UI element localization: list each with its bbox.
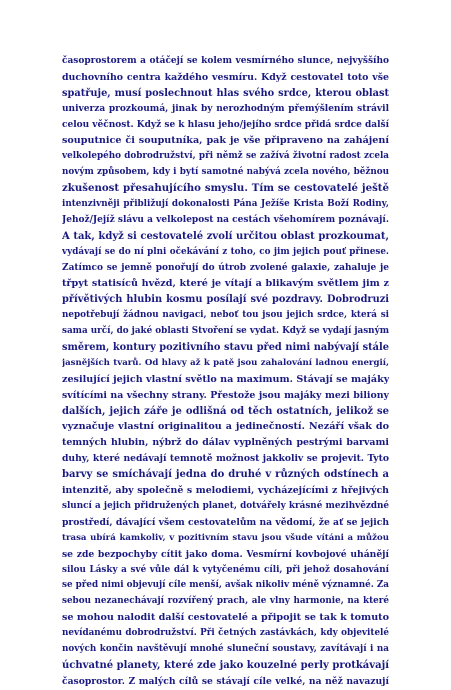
- text-line: se zde bezpochyby cítit jako doma. Vesmírní kovbojové uhánějí: [62, 548, 389, 560]
- text-line: vyznačuje vlastní originalitou a jedinečností. Nezáří však do: [62, 421, 389, 433]
- text-line: svítícími na všechny strany. Přestože jsou majáky mezi biliony: [62, 389, 389, 401]
- text-line: nových končin navštěvují mnohé sluneční soustavy, zavítávají i na: [62, 643, 389, 654]
- text-line: směrem, kontury pozitivního stavu před nimi nabývají stále: [62, 342, 389, 354]
- text-line: třpyt statisíců hvězd, které je vítají a blikavým světlem jim z: [62, 278, 389, 290]
- text-line: nevídanému dobrodružství. Při četných zastávkách, kdy objevitelé: [62, 628, 389, 639]
- text-line: úchvatné planety, které zde jako kouzelné perly protkávají: [62, 659, 389, 671]
- text-line: nepotřebují žádnou navigaci, neboť tou jsou jejich srdce, která si: [62, 310, 389, 321]
- text-line: celou věčnost. Když se k hlasu jeho/jejího srdce přidá srdce další: [62, 119, 389, 130]
- text-line: časoprostor. Z malých cílů se stávají cíle velké, na něž navazují: [62, 675, 389, 687]
- text-line: zkušenost přesahujícího smyslu. Tím se cestovatelé ještě: [62, 182, 389, 195]
- text-line: univerza prozkoumá, jinak by nerozhodným přemýšlením strávil: [62, 103, 389, 114]
- text-line: Jehož/Jejíž slávu a velkolepost na cestách všehomírem poznávají.: [62, 214, 389, 225]
- text-line: silou Lásky a své vůle dál k vytyčenému cíli, při jehož dosahování: [62, 564, 389, 575]
- text-line: časoprostorem a otáčejí se kolem vesmírného slunce, nejvyššího: [62, 56, 389, 66]
- text-line: Zatímco se jemně ponořují do útrob zvolené galaxie, zahaluje je: [62, 262, 389, 273]
- text-line: přívětivých hlubin kosmu posílají své pozdravy. Dobrodruzi: [62, 294, 389, 306]
- text-line: se před nimi objevují cíle menší, avšak nikoliv méně významné. Za: [62, 580, 389, 591]
- text-line: novým způsobem, kdy i bytí samotné nabývá zcela nového, běžnou: [62, 167, 389, 178]
- text-line: duchovního centra každého vesmíru. Když cestovatel toto vše: [62, 71, 389, 83]
- text-line: sebou nezanechávají rozvířený prach, ale vlny harmonie, na které: [62, 596, 389, 607]
- text-line: prostředí, dávající všem cestovatelům na vědomí, že ať se jejich: [62, 516, 389, 528]
- text-line: dalších, jejich záře je odlišná od těch ostatních, jelikož se: [62, 405, 389, 417]
- text-line: sama určí, do jaké oblasti Stvoření se vydat. Když se vydají jasným: [62, 326, 389, 337]
- text-line: velkolepého dobrodružství, při němž se zažívá životní radost zcela: [62, 151, 389, 162]
- text-line: jasnějších tvarů. Od hlavy až k patě jsou zahalování ladnou energií,: [62, 357, 389, 368]
- body-text: [62, 54, 389, 690]
- text-line: A tak, když si cestovatelé zvolí určitou oblast prozkoumat,: [62, 230, 389, 242]
- text-line: souputnice či souputníka, pak je vše připraveno na zahájení: [62, 135, 389, 147]
- text-line: intenzivněji přibližují dokonalosti Pána Ježíše Krista Boží Rodiny,: [62, 199, 389, 210]
- text-line: barvy se smíchávají jedna do druhé v různých odstínech a: [62, 469, 389, 481]
- text-line: intenzitě, aby společně s melodiemi, vycházejícími z hřejivých: [62, 485, 389, 497]
- text-line: se mohou nalodit další cestovatelé a připojit se tak k tomuto: [62, 612, 389, 624]
- text-line: trasa ubírá kamkoliv, v pozitivním stavu jsou všude vítáni a můžou: [62, 532, 389, 543]
- text-line: zesilující jejich vlastní světlo na maximum. Stávají se majáky: [62, 373, 389, 385]
- text-line: duhy, které nedávají temnotě možnost jakkoliv se projevit. Tyto: [62, 453, 389, 465]
- text-line: temných hlubin, nýbrž do dálav vyplněných pestrými barvami: [62, 437, 389, 449]
- text-line: vydávají se do ní plni očekávání z toho, co jim jejich pouť přinese.: [62, 246, 389, 257]
- text-line: spatřuje, musí poslechnout hlas svého srdce, kterou oblast: [62, 87, 389, 99]
- text-line: sluncí a jejich přidružených planet, dotvářely krásné mezihvězdné: [62, 500, 389, 511]
